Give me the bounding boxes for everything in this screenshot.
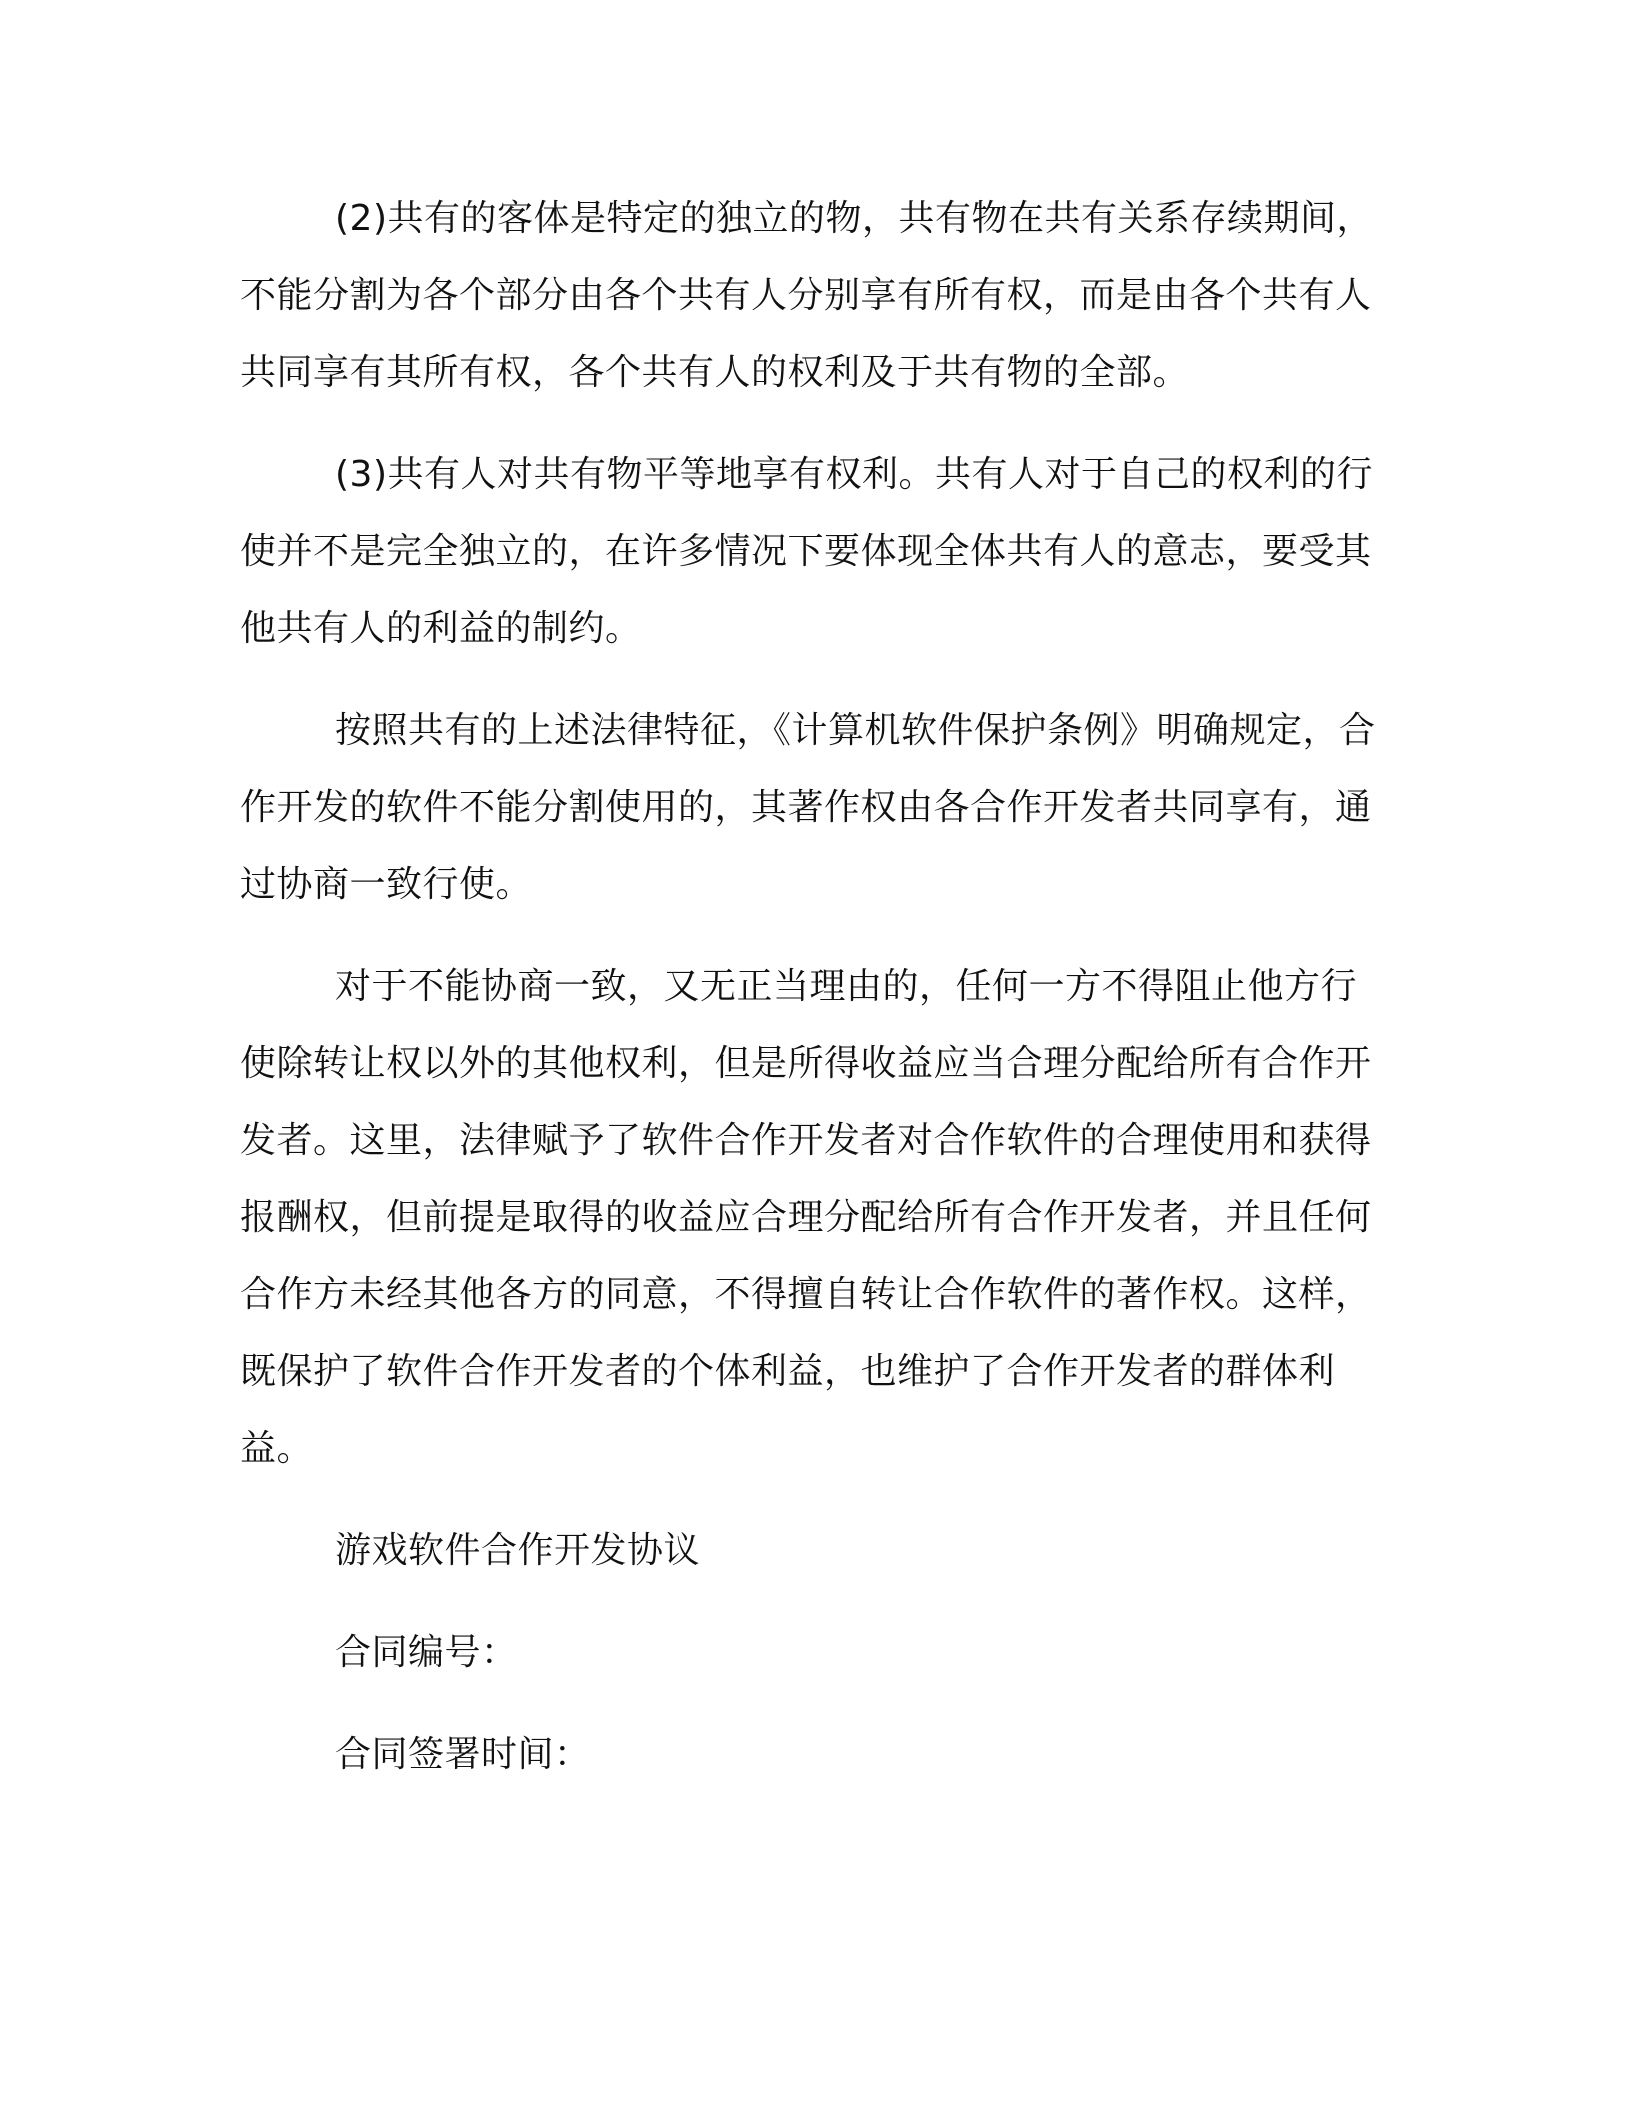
contract-number-label: 合同编号： [335,1632,518,1673]
signing-time-label: 合同签署时间： [335,1734,591,1775]
document-body [240,180,1392,1818]
contract-title: 游戏软件合作开发协议 [335,1530,701,1571]
paragraph-co-owner-rights: (3)共有人对共有物平等地享有权利。共有人对于自己的权利的行使并不是完全独立的，在许多情况下要体现全体共有人的意志，要受其他共有人的利益的制约。 [240,454,1373,649]
paragraph-co-ownership-object: (2)共有的客体是特定的独立的物，共有物在共有关系存续期间，不能分割为各个部分由各个共有人分别享有所有权，而是由各个共有人共同享有其所有权，各个共有人的权利及于共有物的全部。 [240,198,1373,393]
paragraph-software-regulation: 按照共有的上述法律特征，《计算机软件保护条例》明确规定，合作开发的软件不能分割使用的，其著作权由各合作开发者共同享有，通过协商一致行使。 [240,710,1376,905]
paragraph-disagreement-rules: 对于不能协商一致，又无正当理由的，任何一方不得阻止他方行使除转让权以外的其他权利，但是所得收益应当合理分配给所有合作开发者。这里，法律赋予了软件合作开发者对合作软件的合理使用和获得报酬权，但前提是取得的收益应合理分配给所有合作开发者，并且任何合作方未经其他各方的同意，不得擅自转让合作软件的著作权。这样，既保护了软件合作开发者的个体利益，也维护了合作开发者的群体利益。 [240,966,1372,1469]
